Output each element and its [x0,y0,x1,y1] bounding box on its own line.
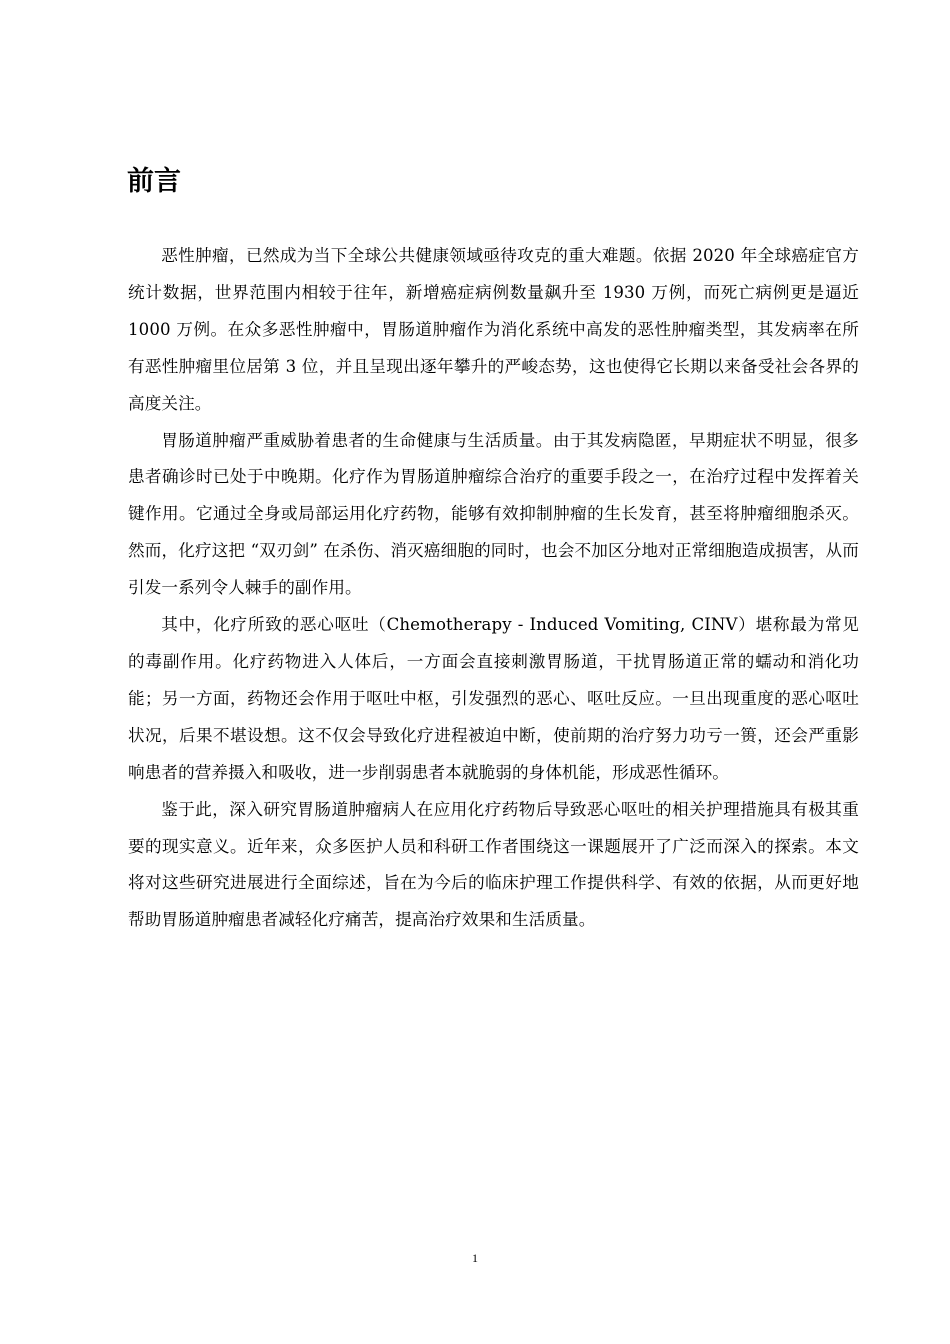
paragraph-1: 恶性肿瘤，已然成为当下全球公共健康领域亟待攻克的重大难题。依据 2020 年全球癌症官方统计数据，世界范围内相较于往年，新增癌症病例数量飙升至 1930 万例，而死亡病例更是逼近 1000 万例。在众多恶性肿瘤中，胃肠道肿瘤作为消化系统中高发的恶性肿瘤类型，其发病率在所有恶性肿瘤里位居第 3 位，并且呈现出逐年攀升的严峻态势，这也使得它长期以来备受社会各界的高度关注。 [128,246,859,413]
page-number: 1 [472,1251,478,1265]
body-text [128,238,859,939]
paragraph-4: 鉴于此，深入研究胃肠道肿瘤病人在应用化疗药物后导致恶心呕吐的相关护理措施具有极其重要的现实意义。近年来，众多医护人员和科研工作者围绕这一课题展开了广泛而深入的探索。本文将对这些研究进展进行全面综述，旨在为今后的临床护理工作提供科学、有效的依据，从而更好地帮助胃肠道肿瘤患者减轻化疗痛苦，提高治疗效果和生活质量。 [128,799,859,930]
paragraph-2: 胃肠道肿瘤严重威胁着患者的生命健康与生活质量。由于其发病隐匿，早期症状不明显，很多患者确诊时已处于中晚期。化疗作为胃肠道肿瘤综合治疗的重要手段之一，在治疗过程中发挥着关键作用。它通过全身或局部运用化疗药物，能够有效抑制肿瘤的生长发育，甚至将肿瘤细胞杀灭。然而，化疗这把 “双刃剑” 在杀伤、消灭癌细胞的同时，也会不加区分地对正常细胞造成损害，从而引发一系列令人棘手的副作用。 [128,430,859,598]
paragraph-3: 其中，化疗所致的恶心呕吐（Chemotherapy - Induced Vomiting, CINV）堪称最为常见的毒副作用。化疗药物进入人体后，一方面会直接刺激胃肠道，干扰胃肠道正常的蠕动和消化功能；另一方面，药物还会作用于呕吐中枢，引发强烈的恶心、呕吐反应。一旦出现重度的恶心呕吐状况，后果不堪设想。这不仅会导致化疗进程被迫中断，使前期的治疗努力功亏一篑，还会严重影响患者的营养摄入和吸收，进一步削弱患者本就脆弱的身体机能，形成恶性循环。 [128,615,859,782]
section-heading: 前言 [127,166,181,197]
